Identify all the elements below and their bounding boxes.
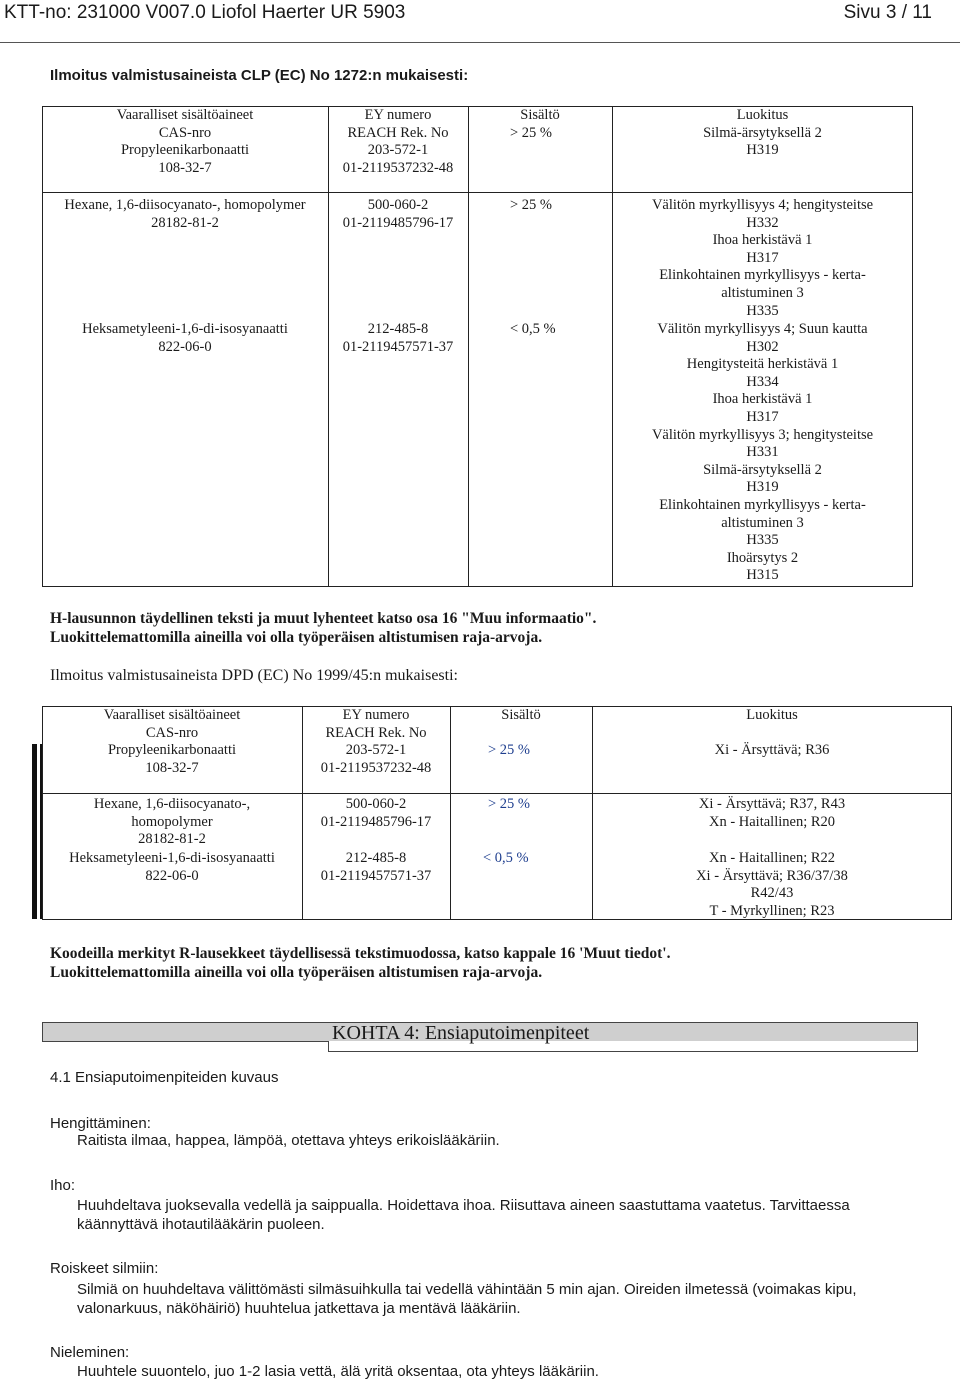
first-aid-inhalation-label: Hengittäminen: [50,1115,151,1132]
dpd-title: Ilmoitus valmistusaineista DPD (EC) No 1999/45:n mukaisesti: [50,667,458,684]
clp-row-divider [42,192,913,193]
dpd-row3-content: < 0,5 % [483,850,529,866]
clp-row3-class: Välitön myrkyllisyys 4; Suun kautta H302 Hengitysteitä herkistävä 1 H334 Ihoa herkistävä 1 H317 Välitön myrkyllisyys 3; hengitysteitse H331 Silmä-ärsytyksellä 2 H319 Elinkohtainen myrkyllisyys - kerta- altistuminen 3 H335 Ihoärsytys 2 H315 [651,321,874,584]
clp-row3-substance: Heksametyleeni-1,6-di-isosyanaatti 822-06-0 [82,321,288,355]
section-heading: KOHTA 4: Ensiaputoimenpiteet [332,1022,590,1044]
clp-row3-ey: 212-485-8 01-2119457571-37 [342,321,454,355]
dpd-row2-class: Xi - Ärsyttävä; R37, R43 Xn - Haitallinen; R20 [698,796,846,830]
dpd-row1-content: > 25 % [488,742,531,758]
document-header-id: KTT-no: 231000 V007.0 Liofol Haerter UR 5903 [4,2,406,23]
first-aid-skin-text-1: Huuhdeltava juoksevalla vedellä ja saippualla. Hoidettava ihoa. Riisuttava aineen saastuttama vaatetus. Tarvittaessa [77,1197,850,1214]
dpd-note-2: Luokittelemattomilla aineilla voi olla työperäisen altistumisen raja-arvoja. [50,964,543,981]
clp-row2-ey: 500-060-2 01-2119485796-17 [342,197,454,231]
dpd-header-content: Sisältö [501,707,541,723]
clp-note-2: Luokittelemattomilla aineilla voi olla työperäisen altistumisen raja-arvoja. [50,629,543,646]
first-aid-inhalation-text: Raitista ilmaa, happea, lämpöä, otettava yhteys erikoislääkäriin. [77,1132,500,1149]
dpd-header-substance: Vaaralliset sisältöaineet CAS-nro Propyleenikarbonaatti 108-32-7 [103,707,241,776]
dpd-row1-class: Xi - Ärsyttävä; R36 [714,742,830,758]
first-aid-ingestion-text: Huuhtele suuontelo, juo 1-2 lasia vettä, älä yritä oksentaa, ota yhteys lääkäriin. [77,1363,599,1380]
clp-header-substance: Vaaralliset sisältöaineet CAS-nro Propyleenikarbonaatti 108-32-7 [116,107,254,176]
dpd-row3-ey: 212-485-8 01-2119457571-37 [320,850,432,884]
clp-header-ey: EY numero REACH Rek. No 203-572-1 01-2119537232-48 [342,107,454,176]
dpd-row3-substance: Heksametyleeni-1,6-di-isosyanaatti 822-06-0 [69,850,275,884]
clp-header-class: Luokitus Silmä-ärsytyksellä 2 H319 [703,107,822,159]
first-aid-eyes-label: Roiskeet silmiin: [50,1260,159,1277]
clp-title: Ilmoitus valmistusaineista CLP (EC) No 1272:n mukaisesti: [50,67,469,84]
dpd-row2-content: > 25 % [488,796,531,812]
header-divider [0,42,960,43]
subsection-title: 4.1 Ensiaputoimenpiteiden kuvaus [50,1069,279,1086]
first-aid-eyes-text-2: valonarkuus, näköhäiriö) huuhtelua jatkettava ja mentävä lääkäriin. [77,1300,521,1317]
dpd-header-ey: EY numero REACH Rek. No 203-572-1 01-2119537232-48 [320,707,432,776]
clp-row2-class: Välitön myrkyllisyys 4; hengitysteitse H332 Ihoa herkistävä 1 H317 Elinkohtainen myrkyllisyys - kerta- altistuminen 3 H335 [651,197,874,319]
page-number: Sivu 3 / 11 [843,2,932,23]
dpd-col-divider-2 [450,706,451,920]
first-aid-skin-label: Iho: [50,1177,76,1194]
first-aid-ingestion-label: Nieleminen: [50,1344,130,1361]
dpd-row-divider [42,793,952,794]
clp-note-1: H-lausunnon täydellinen teksti ja muut lyhenteet katso osa 16 "Muu informaatio". [50,610,597,627]
clp-row3-content: < 0,5 % [510,321,556,337]
dpd-note-1: Koodeilla merkityt R-lausekkeet täydellisessä tekstimuodossa, katso kappale 16 'Muut tiedot'. [50,945,671,962]
clp-row2-substance: Hexane, 1,6-diisocyanato-, homopolymer 28182-81-2 [64,197,306,231]
dpd-header-class: Luokitus [746,707,798,723]
clp-row2-content: > 25 % [510,197,553,213]
first-aid-skin-text-2: käännyttävä ihotautilääkärin puoleen. [77,1216,325,1233]
clp-header-content: Sisältö > 25 % [510,107,560,141]
dpd-row2-ey: 500-060-2 01-2119485796-17 [320,796,432,830]
first-aid-eyes-text-1: Silmiä on huuhdeltava välittömästi silmäsuihkulla tai vedellä vähintään 5 min ajan. Oireiden ilmetessä (voimakas kipu, [77,1281,857,1298]
change-bar-1 [32,744,37,919]
dpd-row2-substance: Hexane, 1,6-diisocyanato-, homopolymer 28182-81-2 [93,796,251,848]
clp-col-divider-2 [468,106,469,587]
dpd-row3-class: Xn - Haitallinen; R22 Xi - Ärsyttävä; R36/37/38 R42/43 T - Myrkyllinen; R23 [696,850,848,919]
